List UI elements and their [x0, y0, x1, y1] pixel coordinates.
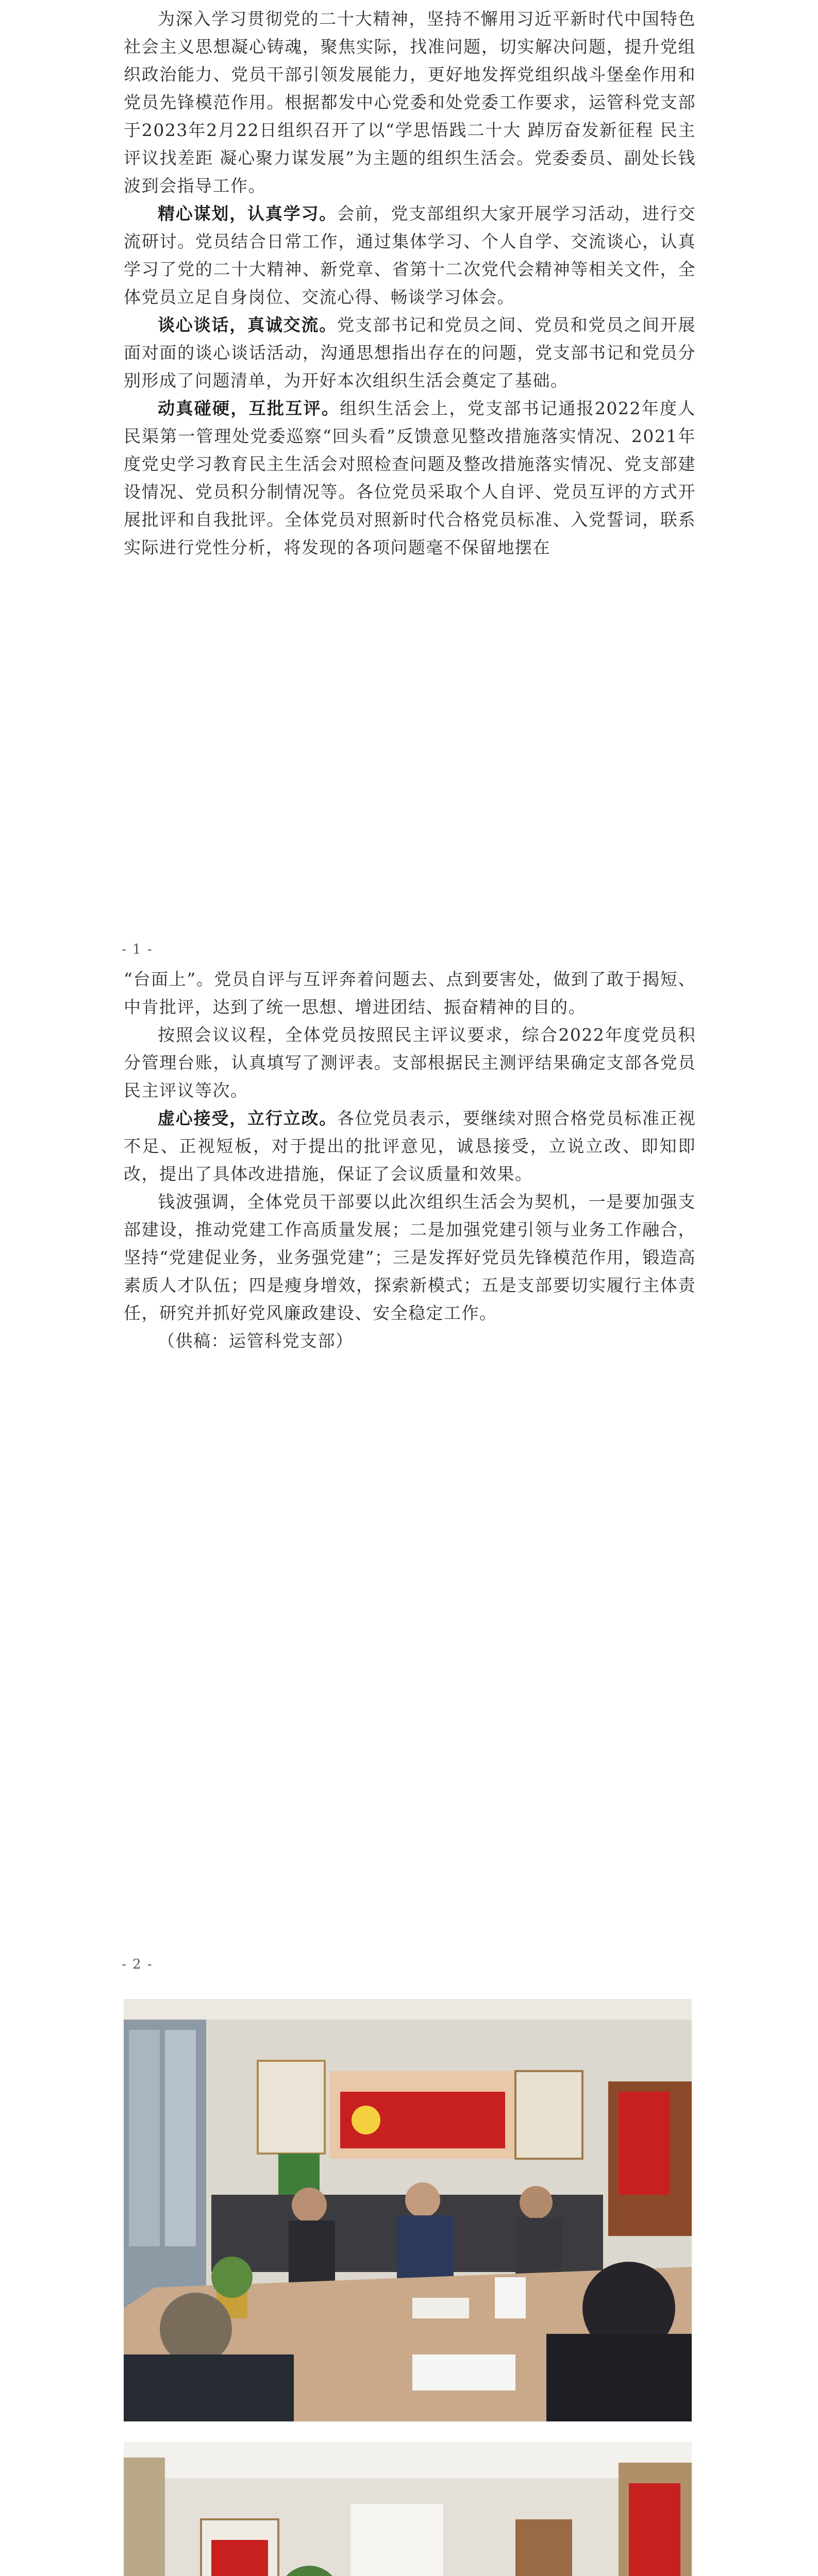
meeting-photo-1	[124, 1999, 692, 2421]
page-number: - 2 -	[122, 1957, 153, 1972]
page-2-body	[124, 965, 696, 1355]
section-lead-criticism: 动真碰硬，互批互评。	[158, 398, 340, 418]
paragraph-source: （供稿：运管科党支部）	[158, 1331, 354, 1351]
paragraph-emphasis: 钱波强调，全体党员干部要以此次组织生活会为契机，一是要加强支部建设，推动党建工作高质量发展；二是加强党建引领与业务工作融合，坚持“党建促业务，业务强党建”；三是发挥好党员先锋模范作用，锻造高素质人才队伍；四是瘦身增效，探索新模式；五是支部要切实履行主体责任，研究并抓好党风廉政建设、安全稳定工作。	[124, 1192, 696, 1323]
document-page-1	[0, 0, 818, 963]
paragraph-continued: “台面上”。党员自评与互评奔着问题去、点到要害处，做到了敢于揭短、中肯批评，达到了统一思想、增进团结、振奋精神的目的。	[124, 969, 696, 1017]
meeting-photo-2	[124, 2442, 692, 2576]
meeting-photo-1-image	[124, 1999, 692, 2421]
paragraph-intro: 为深入学习贯彻党的二十大精神，坚持不懈用习近平新时代中国特色社会主义思想凝心铸魂，聚焦实际，找准问题，切实解决问题，提升党组织政治能力、党员干部引领发展能力，更好地发挥党组织战斗堡垒作用和党员先锋模范作用。根据都发中心党委和处党委工作要求，运管科党支部于2023年2月22日组织召开了以“学思悟践二十大 踔厉奋发新征程 民主评议找差距 凝心聚力谋发展”为主题的组织生活会。党委委员、副处长钱波到会指导工作。	[124, 9, 696, 196]
paragraph-evaluation: 按照会议议程，全体党员按照民主评议要求，综合2022年度党员积分管理台账，认真填写了测评表。支部根据民主测评结果确定支部各党员民主评议等次。	[124, 1025, 696, 1100]
paragraph-criticism: 动真碰硬，互批互评。组织生活会上，党支部书记通报2022年度人民渠第一管理处党委巡察“回头看”反馈意见整改措施落实情况、2021年度党史学习教育民主生活会对照检查问题及整改措施落实情况、党支部建设情况、党员积分制情况等。各位党员采取个人自评、党员互评的方式开展批评和自我批评。全体党员对照新时代合格党员标准、入党誓词，联系实际进行党性分析，将发现的各项问题毫不保留地摆在	[124, 398, 696, 557]
page-1-body	[124, 5, 696, 562]
page-number: - 1 -	[122, 942, 153, 957]
paragraph-planning: 精心谋划，认真学习。会前，党支部组织大家开展学习活动，进行交流研讨。党员结合日常工作，通过集体学习、个人自学、交流谈心，认真学习了党的二十大精神、新党章、省第十二次党代会精神等相关文件，全体党员立足自身岗位、交流心得、畅谈学习体会。	[124, 204, 696, 307]
meeting-photo-2-image	[124, 2442, 692, 2576]
paragraph-accept: 虚心接受，立行立改。各位党员表示，要继续对照合格党员标准正视不足、正视短板，对于提出的批评意见，诚恳接受，立说立改、即知即改，提出了具体改进措施，保证了会议质量和效果。	[124, 1108, 696, 1184]
section-lead-accept: 虚心接受，立行立改。	[158, 1108, 338, 1128]
paragraph-talks: 谈心谈话，真诚交流。党支部书记和党员之间、党员和党员之间开展面对面的谈心谈话活动，沟通思想指出存在的问题，党支部书记和党员分别形成了问题清单，为开好本次组织生活会奠定了基础。	[124, 315, 696, 391]
document-page-3	[0, 1968, 818, 2576]
section-lead-talks: 谈心谈话，真诚交流。	[158, 315, 338, 335]
section-lead-planning: 精心谋划，认真学习。	[158, 204, 338, 224]
document-page-2	[0, 963, 818, 1972]
